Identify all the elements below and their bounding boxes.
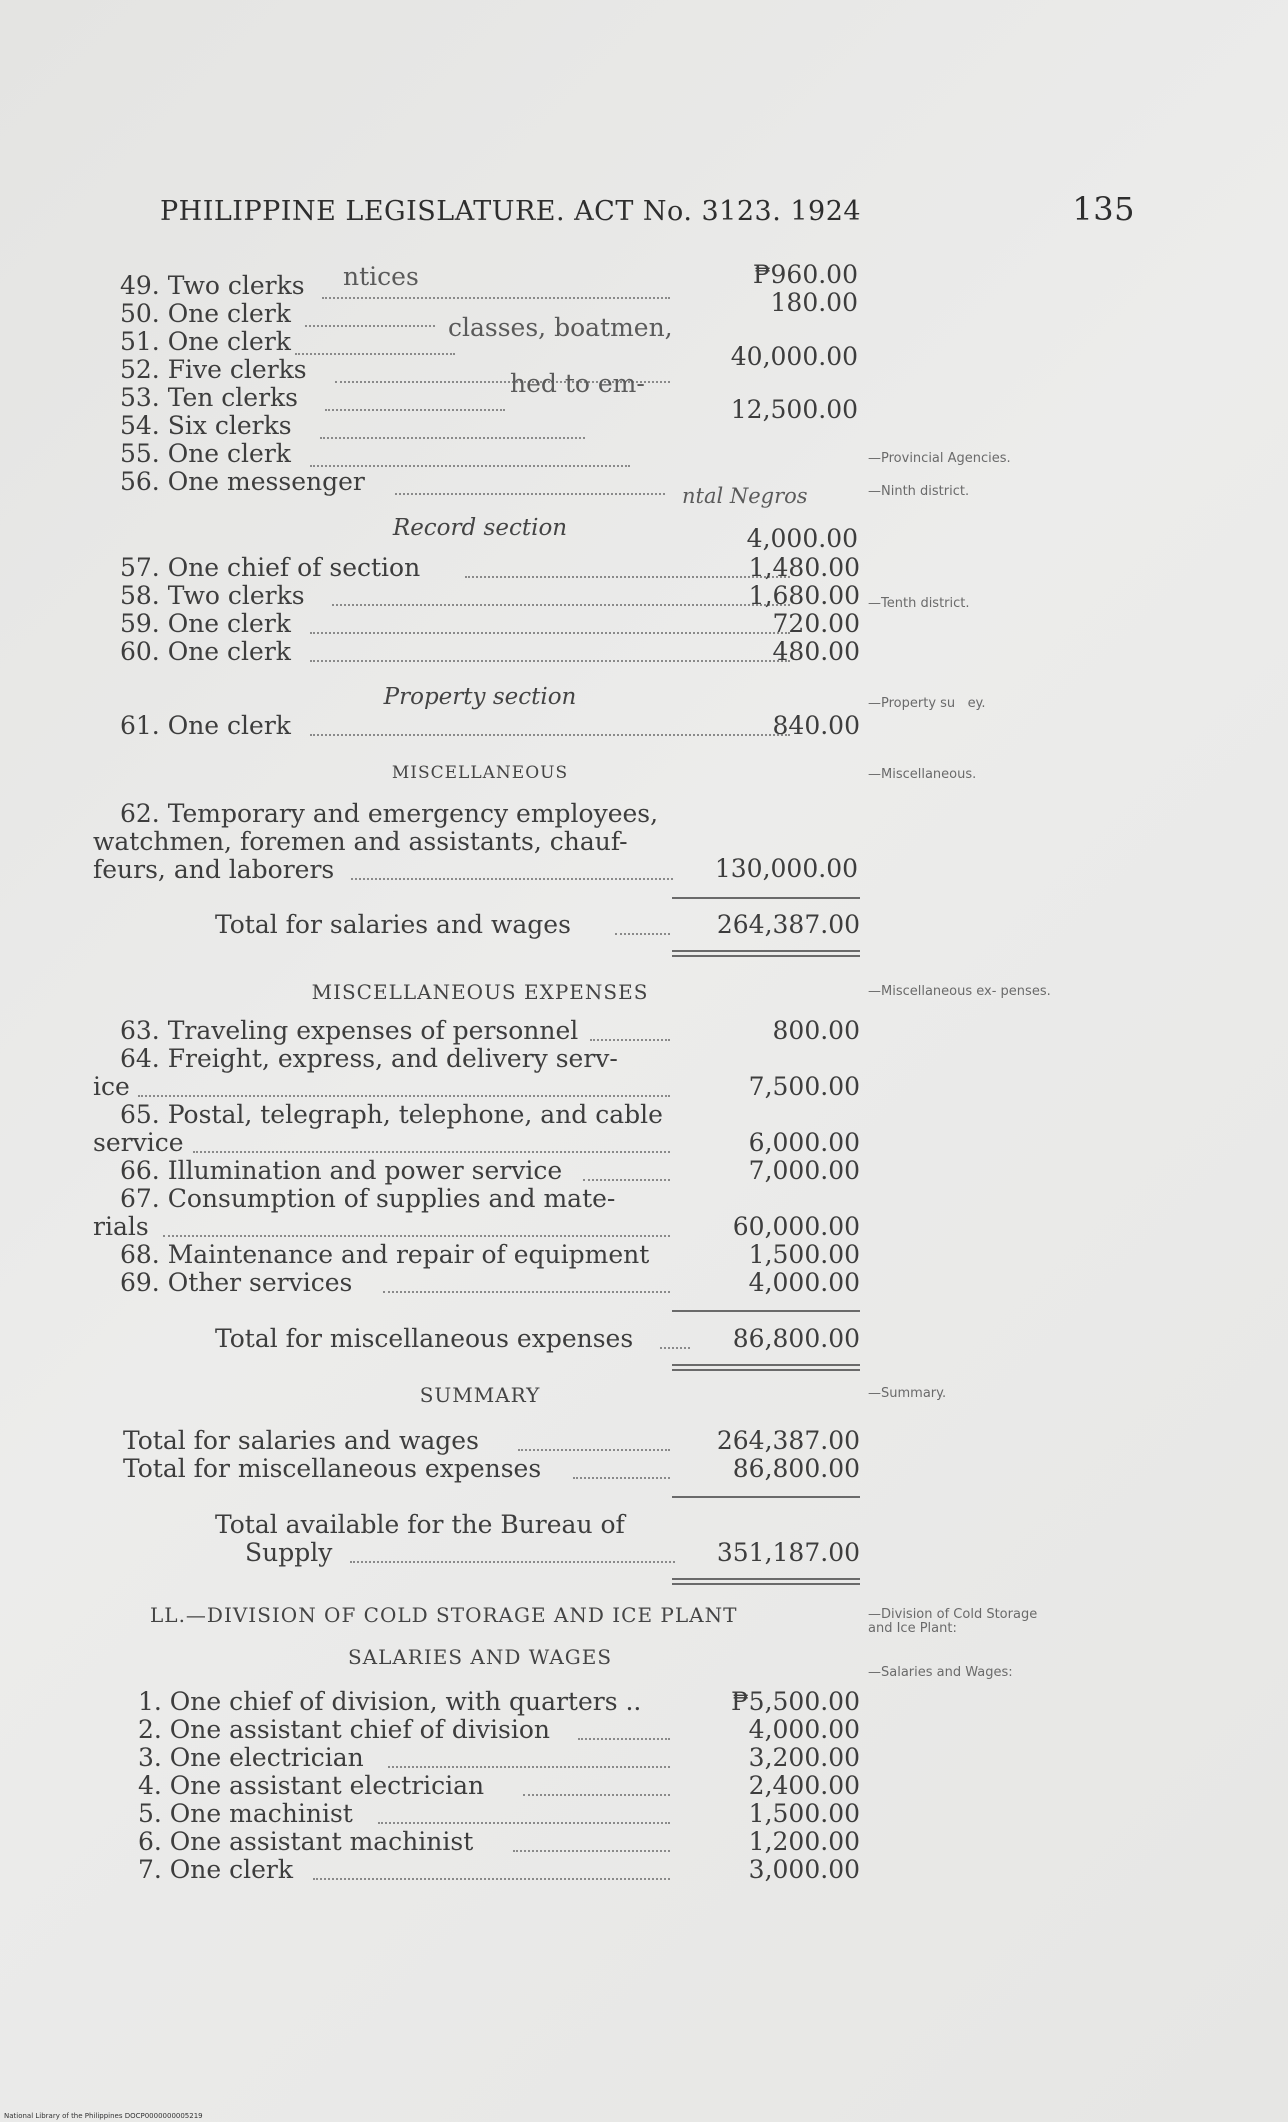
rule: [672, 897, 860, 899]
list-item: 5. One machinist 1,500.00: [138, 1800, 860, 1828]
list-item: 63. Traveling expenses of personnel 800.00: [120, 1017, 860, 1045]
text-fragment: ntal Negros: [682, 484, 808, 508]
list-item: ice 7,500.00: [93, 1073, 860, 1101]
grand-total-line: Total available for the Bureau of: [215, 1511, 625, 1539]
double-rule: [672, 1578, 860, 1585]
leader-dots: [310, 465, 630, 467]
section-title: MISCELLANEOUS: [391, 763, 569, 783]
list-item: 61. One clerk 840.00: [120, 712, 860, 740]
amount: ₱960.00: [752, 260, 858, 289]
list-item: 56. One messenger: [120, 468, 365, 496]
leader-dots: [305, 325, 435, 327]
scan-footer: National Library of the Philippines DOCP0000000005219: [4, 2112, 203, 2120]
list-item: 52. Five clerks: [120, 356, 307, 384]
grand-total-row: Supply 351,187.00: [245, 1539, 860, 1567]
amount: 4,000.00: [746, 524, 858, 553]
list-item: 66. Illumination and power service 7,000.00: [120, 1157, 860, 1185]
list-item: 69. Other services 4,000.00: [120, 1269, 860, 1297]
list-item: 58. Two clerks 1,680.00: [120, 582, 860, 610]
list-item: 51. One clerk: [120, 328, 291, 356]
running-head: PHILIPPINE LEGISLATURE. ACT No. 3123. 1924: [160, 196, 862, 227]
sidenote-ninth: —Ninth district.: [868, 484, 970, 499]
list-item: 53. Ten clerks: [120, 384, 299, 412]
list-item: 67. Consumption of supplies and mate-: [120, 1185, 616, 1213]
list-item: 3. One electrician 3,200.00: [138, 1744, 860, 1772]
section-title: SUMMARY: [419, 1383, 541, 1407]
list-item: 64. Freight, express, and delivery serv-: [120, 1045, 618, 1073]
total-row: Total for miscellaneous expenses 86,800.00: [215, 1325, 860, 1353]
rule: [672, 1310, 860, 1312]
text-fragment: ntices: [343, 262, 419, 291]
list-item: 50. One clerk: [120, 300, 291, 328]
list-item: 65. Postal, telegraph, telephone, and cable: [120, 1101, 663, 1129]
list-item: 6. One assistant machinist 1,200.00: [138, 1828, 860, 1856]
sidenote-miscellaneous: —Miscellaneous.: [868, 767, 977, 782]
list-item: 60. One clerk 480.00: [120, 638, 860, 666]
sidenote-tenth: —Tenth district.: [868, 596, 970, 611]
rule: [672, 1496, 860, 1498]
leader-dots: [322, 297, 670, 299]
sidenote-provincial: —Provincial Agencies.: [868, 451, 1011, 466]
division-title: LL.—DIVISION OF COLD STORAGE AND ICE PLANT: [150, 1603, 738, 1627]
list-item: 4. One assistant electrician 2,400.00: [138, 1772, 860, 1800]
list-item: 54. Six clerks: [120, 412, 292, 440]
list-item: 59. One clerk 720.00: [120, 610, 860, 638]
list-item: 57. One chief of section 1,480.00: [120, 554, 860, 582]
list-item: 2. One assistant chief of division 4,000.00: [138, 1716, 860, 1744]
double-rule: [672, 1364, 860, 1371]
list-item: 7. One clerk 3,000.00: [138, 1856, 860, 1884]
section-title: Record section: [392, 515, 568, 541]
summary-row: Total for miscellaneous expenses 86,800.00: [123, 1455, 860, 1483]
list-item: rials 60,000.00: [93, 1213, 860, 1241]
sidenote-salaries: —Salaries and Wages:: [868, 1665, 1013, 1680]
page-number: 135: [1072, 190, 1135, 228]
leader-dots: [320, 437, 585, 439]
total-row: Total for salaries and wages 264,387.00: [215, 911, 860, 939]
text-fragment: classes, boatmen,: [448, 313, 673, 342]
amount: 12,500.00: [730, 395, 858, 424]
text-fragment: hed to em-: [510, 369, 645, 398]
section-title: MISCELLANEOUS EXPENSES: [311, 980, 649, 1004]
sidenote-summary: —Summary.: [868, 1386, 947, 1401]
list-item: 55. One clerk: [120, 440, 291, 468]
section-title: SALARIES AND WAGES: [347, 1645, 613, 1669]
sidenote-division: —Division of Cold Storage and Ice Plant:: [868, 1607, 1038, 1636]
sidenote-misc-expenses: —Miscellaneous ex- penses.: [868, 984, 1051, 999]
sidenote-property: —Property su ey.: [868, 696, 986, 711]
leader-dots: [325, 409, 505, 411]
section-title: Property section: [383, 684, 577, 710]
list-item: 49. Two clerks: [120, 272, 305, 300]
amount: 130,000.00: [714, 854, 858, 883]
list-item: service 6,000.00: [93, 1129, 860, 1157]
leader-dots: [395, 493, 665, 495]
leader-dots: [295, 353, 455, 355]
list-item: 1. One chief of division, with quarters .. ₱5,500.00: [138, 1688, 860, 1716]
paragraph-item-62: 62. Temporary and emergency employees, watchmen, foremen and assistants, chauf- feurs, and laborers: [93, 800, 673, 884]
list-item: 68. Maintenance and repair of equipment 1,500.00: [120, 1241, 860, 1269]
summary-row: Total for salaries and wages 264,387.00: [123, 1427, 860, 1455]
double-rule: [672, 950, 860, 957]
amount: 40,000.00: [730, 342, 858, 371]
amount: 180.00: [770, 288, 858, 317]
